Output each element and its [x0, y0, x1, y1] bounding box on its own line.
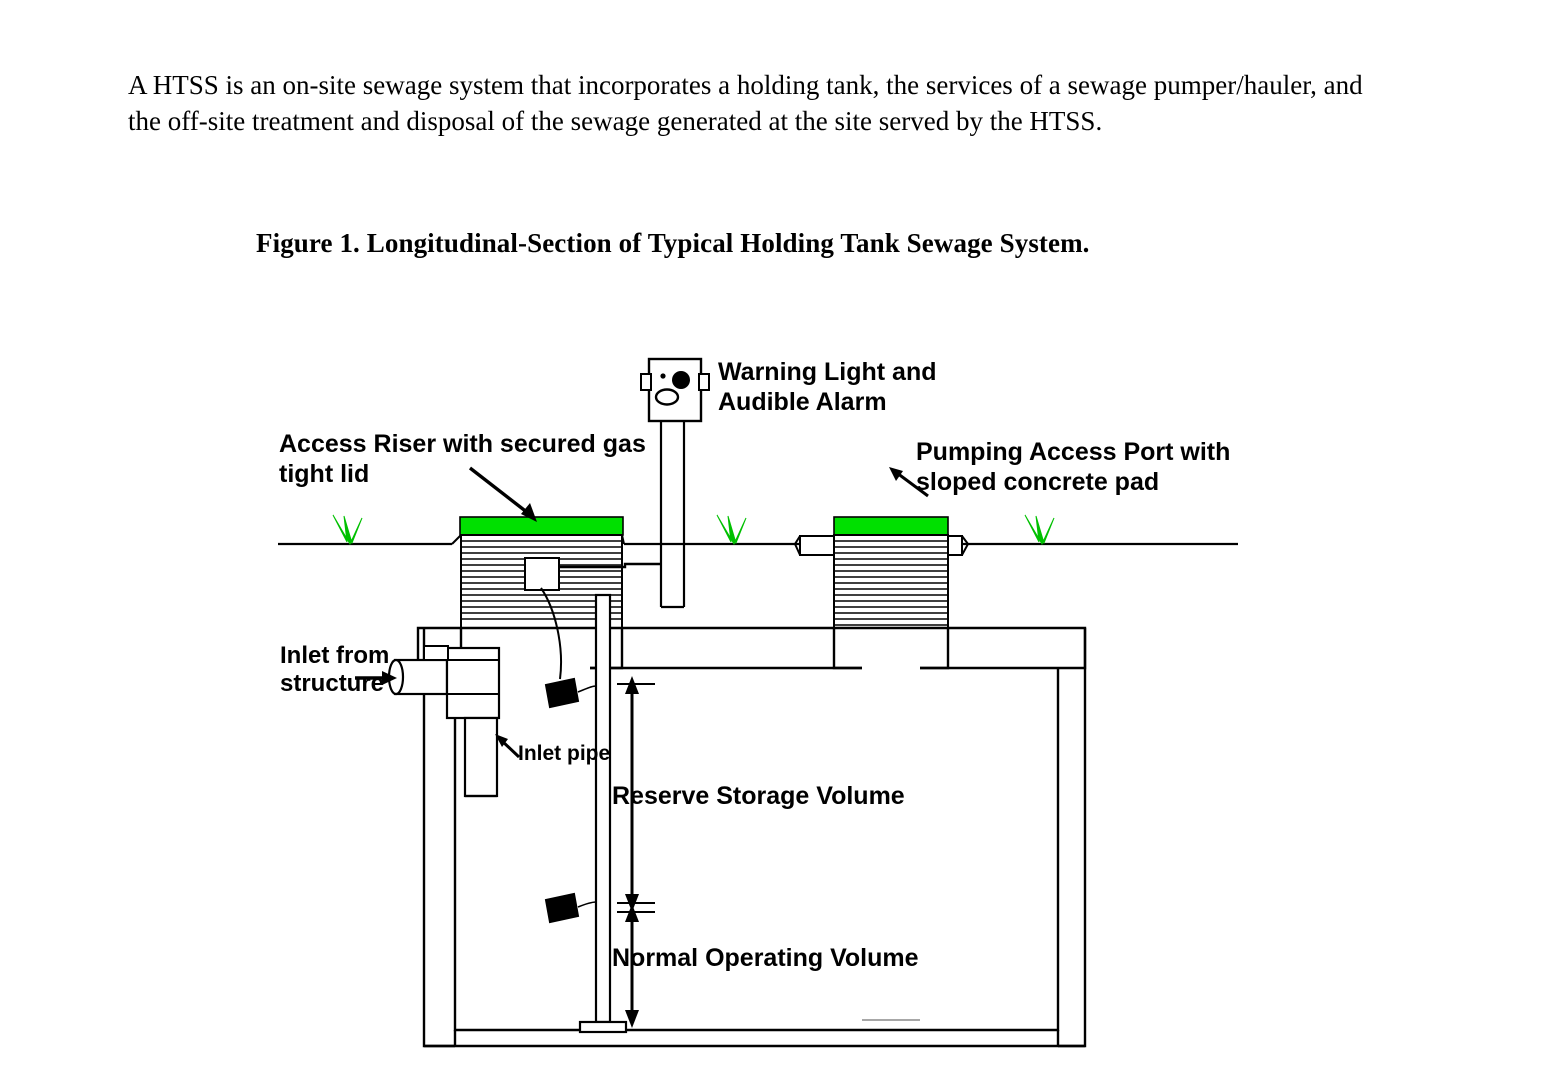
tank-body [424, 628, 1085, 1046]
label-reserve-storage-volume: Reserve Storage Volume [612, 782, 905, 810]
riser-junction-box [525, 558, 559, 590]
intro-paragraph: A HTSS is an on-site sewage system that incorporates a holding tank, the services of a sewage pumper/hauler, and the off-site treatment and disposal of the sewage generated at the site served by the HTSS. [128, 70, 1363, 136]
pumping-port-lid-green [834, 517, 948, 535]
label-pumping-port: Pumping Access Port with sloped concrete pad [916, 438, 1231, 496]
alarm-small-dot [660, 373, 665, 378]
pumping-access-port-right [795, 517, 968, 635]
tank-top-slab [418, 628, 1085, 668]
alarm-light-dot [672, 371, 690, 389]
label-inlet-pipe: Inlet pipe [518, 742, 611, 765]
grass-tuft-3 [1025, 515, 1054, 544]
grass-tuft-2 [717, 515, 746, 544]
label-access-riser: Access Riser with secured gas tight lid [279, 430, 646, 488]
warning-light-alarm-box [641, 359, 709, 421]
concrete-pad-right [948, 536, 962, 555]
label-inlet-from-structure: Inlet from structure [280, 642, 390, 698]
inlet-pipe-leader-arrow [495, 734, 519, 757]
float-switch-upper [546, 679, 578, 707]
riser-lid-green [460, 517, 623, 535]
concrete-pad-left [800, 536, 834, 555]
grass-tuft-1 [333, 515, 362, 544]
figure-diagram [0, 330, 1546, 1076]
alarm-post [661, 421, 684, 607]
alarm-speaker [656, 390, 678, 405]
float-switch-lower [546, 894, 578, 922]
label-warning-light: Warning Light and Audible Alarm [718, 358, 937, 416]
access-riser-left [452, 517, 661, 628]
label-normal-operating-volume: Normal Operating Volume [612, 944, 919, 972]
figure-caption: Figure 1. Longitudinal-Section of Typical Holding Tank Sewage System. [256, 228, 1090, 258]
